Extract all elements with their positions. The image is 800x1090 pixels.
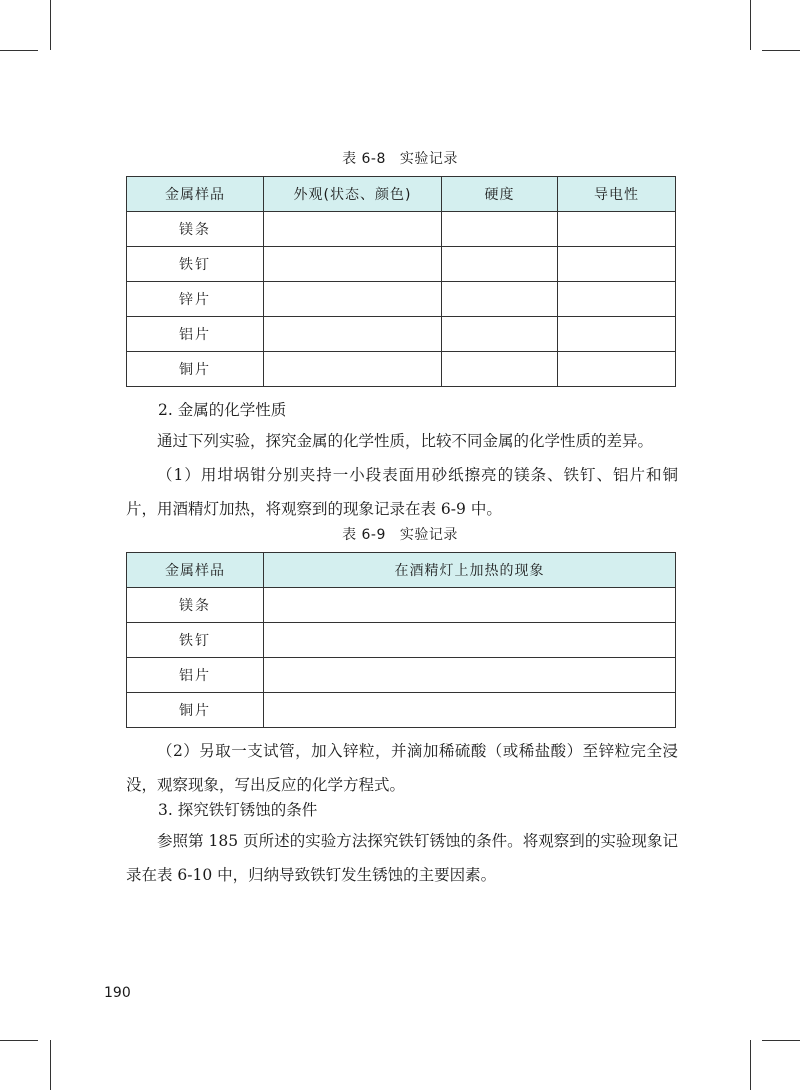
header-cell: 外观(状态、颜色) [264, 177, 442, 212]
table-row [127, 282, 676, 317]
sample-name-cell: 锌片 [127, 282, 264, 317]
experiment-record-table-6-9 [126, 552, 676, 728]
page-number: 190 [104, 985, 131, 1001]
section-2-intro: 通过下列实验，探究金属的化学性质，比较不同金属的化学性质的差异。 [157, 432, 654, 450]
table-row [127, 588, 676, 623]
sample-name-cell: 镁条 [127, 588, 264, 623]
crop-mark [762, 1040, 800, 1041]
table-caption-6-9 [0, 524, 800, 544]
crop-mark [0, 50, 38, 51]
blank-cell [442, 212, 558, 247]
experiment-record-table-6-8 [126, 176, 676, 387]
table-header-row [127, 177, 676, 212]
table-row [127, 317, 676, 352]
header-cell: 金属样品 [127, 177, 264, 212]
table-caption-6-8 [0, 148, 800, 168]
crop-mark [50, 1040, 51, 1090]
blank-cell [264, 212, 442, 247]
sample-name-cell: 铁钉 [127, 623, 264, 658]
header-cell: 导电性 [558, 177, 676, 212]
table-header-row [127, 553, 676, 588]
blank-cell [442, 247, 558, 282]
section-3-body: 参照第 185 页所述的实验方法探究铁钉锈蚀的条件。将观察到的实验现象记录在表 6-10 中，归纳导致铁钉发生锈蚀的主要因素。 [126, 832, 678, 884]
crop-mark [750, 0, 751, 50]
table-row [127, 623, 676, 658]
header-cell: 在酒精灯上加热的现象 [264, 553, 676, 588]
blank-cell [264, 247, 442, 282]
blank-cell [264, 282, 442, 317]
blank-cell [442, 317, 558, 352]
blank-cell [442, 282, 558, 317]
blank-cell [558, 317, 676, 352]
blank-cell [558, 212, 676, 247]
table-row [127, 693, 676, 728]
table-row [127, 658, 676, 693]
section-heading-2: 2. 金属的化学性质 [158, 401, 287, 419]
table-row [127, 212, 676, 247]
blank-cell [264, 352, 442, 387]
blank-cell [558, 247, 676, 282]
step-2-paragraph: （2）另取一支试管，加入锌粒，并滴加稀硫酸（或稀盐酸）至锌粒完全浸没，观察现象，写出反应的化学方程式。 [126, 742, 678, 794]
sample-name-cell: 铁钉 [127, 247, 264, 282]
sample-name-cell: 铜片 [127, 693, 264, 728]
step-1-paragraph: （1）用坩埚钳分别夹持一小段表面用砂纸擦亮的镁条、铁钉、铝片和铜片，用酒精灯加热，将观察到的现象记录在表 6-9 中。 [126, 466, 678, 518]
crop-mark [50, 0, 51, 50]
caption-number: 表 6-9 [342, 527, 386, 543]
blank-cell [264, 317, 442, 352]
sample-name-cell: 铝片 [127, 658, 264, 693]
caption-title: 实验记录 [399, 151, 458, 167]
blank-cell [558, 282, 676, 317]
caption-number: 表 6-8 [342, 151, 386, 167]
blank-cell [264, 658, 676, 693]
crop-mark [762, 50, 800, 51]
blank-cell [442, 352, 558, 387]
blank-cell [558, 352, 676, 387]
crop-mark [750, 1040, 751, 1090]
header-cell: 硬度 [442, 177, 558, 212]
sample-name-cell: 铝片 [127, 317, 264, 352]
header-cell: 金属样品 [127, 553, 264, 588]
blank-cell [264, 588, 676, 623]
table-row [127, 247, 676, 282]
blank-cell [264, 693, 676, 728]
table-row [127, 352, 676, 387]
section-heading-3: 3. 探究铁钉锈蚀的条件 [158, 801, 318, 819]
sample-name-cell: 镁条 [127, 212, 264, 247]
blank-cell [264, 623, 676, 658]
sample-name-cell: 铜片 [127, 352, 264, 387]
caption-title: 实验记录 [399, 527, 458, 543]
crop-mark [0, 1040, 38, 1041]
